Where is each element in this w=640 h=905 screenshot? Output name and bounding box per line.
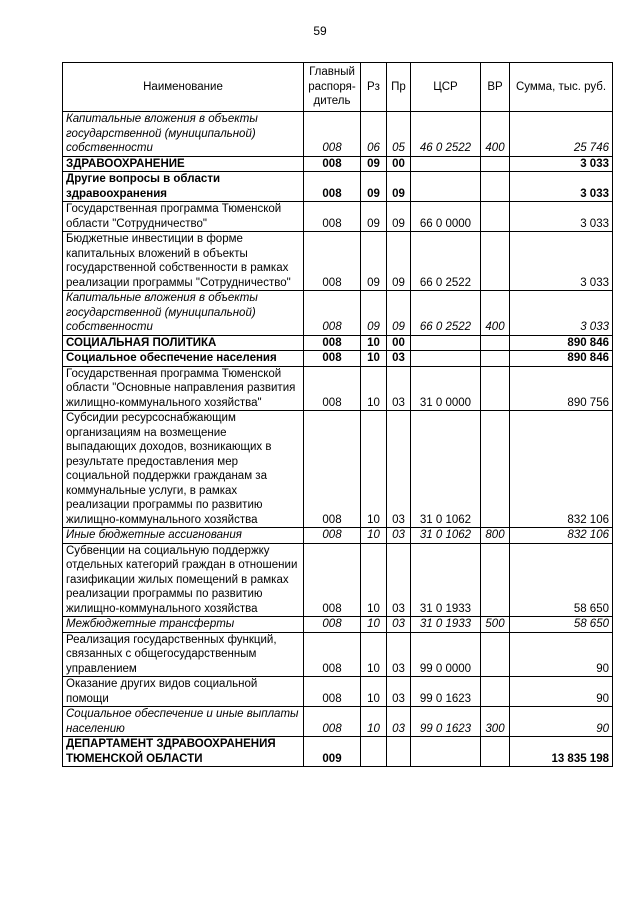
cell-target-article: 66 0 0000 (411, 202, 481, 232)
cell-main-manager: 008 (304, 335, 361, 351)
cell-amount: 90 (510, 632, 613, 677)
cell-amount: 890 846 (510, 335, 613, 351)
budget-table (62, 62, 613, 767)
table-row (63, 291, 613, 336)
header-main-manager: Главный распоря-дитель (304, 63, 361, 112)
cell-name: Межбюджетные трансферты (63, 617, 304, 633)
cell-expense-type: 400 (481, 112, 510, 157)
table-row (63, 411, 613, 528)
cell-section: 09 (361, 232, 387, 291)
cell-subsection: 00 (387, 156, 411, 172)
cell-subsection: 09 (387, 172, 411, 202)
cell-subsection: 03 (387, 707, 411, 737)
cell-name: Социальное обеспечение населения (63, 351, 304, 367)
page-number: 59 (313, 24, 327, 38)
header-name: Наименование (63, 63, 304, 112)
cell-name: Государственная программа Тюменской области "Сотрудничество" (63, 202, 304, 232)
cell-name: Бюджетные инвестиции в форме капитальных вложений в объекты государственной собственности в рамках реализации программы "Сотрудничество" (63, 232, 304, 291)
cell-name: Социальное обеспечение и иные выплаты населению (63, 707, 304, 737)
cell-subsection: 03 (387, 366, 411, 411)
cell-name: Реализация государственных функций, связанных с общегосударственным управлением (63, 632, 304, 677)
cell-subsection: 03 (387, 351, 411, 367)
cell-section: 09 (361, 156, 387, 172)
cell-name: Субвенции на социальную поддержку отдельных категорий граждан в отношении газификации жилых помещений в рамках реализации программы по развитию жилищно-коммунального хозяйства (63, 543, 304, 617)
cell-expense-type (481, 351, 510, 367)
table-row (63, 202, 613, 232)
cell-section: 10 (361, 632, 387, 677)
cell-name: Иные бюджетные ассигнования (63, 528, 304, 544)
cell-section: 10 (361, 411, 387, 528)
cell-main-manager: 008 (304, 617, 361, 633)
cell-target-article: 31 0 1062 (411, 528, 481, 544)
cell-amount: 90 (510, 677, 613, 707)
cell-target-article: 99 0 1623 (411, 707, 481, 737)
cell-target-article: 99 0 1623 (411, 677, 481, 707)
cell-amount: 58 650 (510, 617, 613, 633)
header-amount: Сумма, тыс. руб. (510, 63, 613, 112)
cell-subsection: 03 (387, 632, 411, 677)
cell-amount: 890 756 (510, 366, 613, 411)
cell-name: Капитальные вложения в объекты государственной (муниципальной) собственности (63, 112, 304, 157)
cell-section: 10 (361, 528, 387, 544)
cell-name: ДЕПАРТАМЕНТ ЗДРАВООХРАНЕНИЯ ТЮМЕНСКОЙ ОБЛАСТИ (63, 737, 304, 767)
table-row (63, 172, 613, 202)
cell-expense-type: 800 (481, 528, 510, 544)
cell-target-article: 66 0 2522 (411, 291, 481, 336)
cell-expense-type (481, 335, 510, 351)
cell-section: 10 (361, 543, 387, 617)
cell-target-article: 31 0 1933 (411, 543, 481, 617)
table-row (63, 112, 613, 157)
cell-expense-type (481, 632, 510, 677)
table-row (63, 351, 613, 367)
cell-amount: 25 746 (510, 112, 613, 157)
cell-amount: 3 033 (510, 291, 613, 336)
cell-name: СОЦИАЛЬНАЯ ПОЛИТИКА (63, 335, 304, 351)
cell-expense-type (481, 156, 510, 172)
cell-expense-type (481, 677, 510, 707)
cell-subsection: 09 (387, 202, 411, 232)
cell-main-manager: 008 (304, 232, 361, 291)
cell-section: 10 (361, 366, 387, 411)
cell-target-article: 46 0 2522 (411, 112, 481, 157)
cell-amount: 3 033 (510, 172, 613, 202)
cell-amount: 832 106 (510, 411, 613, 528)
cell-target-article (411, 737, 481, 767)
cell-amount: 3 033 (510, 232, 613, 291)
cell-expense-type: 300 (481, 707, 510, 737)
cell-amount: 3 033 (510, 202, 613, 232)
cell-main-manager: 008 (304, 156, 361, 172)
cell-amount: 832 106 (510, 528, 613, 544)
cell-target-article: 31 0 1933 (411, 617, 481, 633)
cell-subsection: 03 (387, 617, 411, 633)
cell-target-article (411, 335, 481, 351)
cell-main-manager: 008 (304, 351, 361, 367)
cell-main-manager: 008 (304, 543, 361, 617)
cell-expense-type (481, 737, 510, 767)
table-header-row (63, 63, 613, 112)
table-row (63, 737, 613, 767)
cell-main-manager: 008 (304, 172, 361, 202)
cell-section: 10 (361, 677, 387, 707)
cell-section: 10 (361, 351, 387, 367)
cell-target-article (411, 156, 481, 172)
cell-expense-type: 400 (481, 291, 510, 336)
cell-name: Капитальные вложения в объекты государственной (муниципальной) собственности (63, 291, 304, 336)
cell-expense-type (481, 202, 510, 232)
cell-target-article: 66 0 2522 (411, 232, 481, 291)
cell-target-article: 31 0 1062 (411, 411, 481, 528)
cell-subsection: 00 (387, 335, 411, 351)
cell-amount: 13 835 198 (510, 737, 613, 767)
header-section: Рз (361, 63, 387, 112)
table-row (63, 617, 613, 633)
table-row (63, 366, 613, 411)
cell-main-manager: 008 (304, 291, 361, 336)
cell-main-manager: 008 (304, 366, 361, 411)
cell-main-manager: 008 (304, 632, 361, 677)
cell-target-article (411, 351, 481, 367)
cell-target-article: 31 0 0000 (411, 366, 481, 411)
table-row (63, 528, 613, 544)
cell-name: ЗДРАВООХРАНЕНИЕ (63, 156, 304, 172)
cell-section: 10 (361, 335, 387, 351)
table-row (63, 232, 613, 291)
cell-expense-type (481, 232, 510, 291)
cell-amount: 58 650 (510, 543, 613, 617)
cell-subsection: 09 (387, 291, 411, 336)
table-row (63, 707, 613, 737)
cell-expense-type: 500 (481, 617, 510, 633)
cell-expense-type (481, 543, 510, 617)
cell-expense-type (481, 172, 510, 202)
cell-section: 09 (361, 172, 387, 202)
cell-main-manager: 008 (304, 528, 361, 544)
table-row (63, 156, 613, 172)
cell-target-article: 99 0 0000 (411, 632, 481, 677)
cell-subsection: 09 (387, 232, 411, 291)
cell-main-manager: 009 (304, 737, 361, 767)
cell-main-manager: 008 (304, 707, 361, 737)
cell-section: 06 (361, 112, 387, 157)
cell-subsection: 03 (387, 677, 411, 707)
cell-section: 09 (361, 291, 387, 336)
cell-subsection: 05 (387, 112, 411, 157)
cell-main-manager: 008 (304, 677, 361, 707)
cell-amount: 90 (510, 707, 613, 737)
table-body (63, 112, 613, 767)
header-expense-type: ВР (481, 63, 510, 112)
header-target-article: ЦСР (411, 63, 481, 112)
cell-main-manager: 008 (304, 202, 361, 232)
cell-subsection: 03 (387, 543, 411, 617)
cell-target-article (411, 172, 481, 202)
cell-section: 10 (361, 617, 387, 633)
header-subsection: Пр (387, 63, 411, 112)
cell-name: Субсидии ресурсоснабжающим организациям на возмещение выпадающих доходов, возникающих в результате предоставления мер социальной поддержки гражданам за коммунальные услуги, в рамках реализации программы по развитию жилищно-коммунального хозяйства (63, 411, 304, 528)
cell-section: 09 (361, 202, 387, 232)
cell-subsection: 03 (387, 528, 411, 544)
cell-amount: 3 033 (510, 156, 613, 172)
cell-name: Оказание других видов социальной помощи (63, 677, 304, 707)
cell-expense-type (481, 411, 510, 528)
table-row (63, 677, 613, 707)
cell-section (361, 737, 387, 767)
table-row (63, 632, 613, 677)
cell-amount: 890 846 (510, 351, 613, 367)
cell-subsection: 03 (387, 411, 411, 528)
cell-subsection (387, 737, 411, 767)
cell-name: Другие вопросы в области здравоохранения (63, 172, 304, 202)
cell-main-manager: 008 (304, 411, 361, 528)
table-row (63, 543, 613, 617)
cell-expense-type (481, 366, 510, 411)
cell-section: 10 (361, 707, 387, 737)
table-row (63, 335, 613, 351)
cell-name: Государственная программа Тюменской области "Основные направления развития жилищно-коммунального хозяйства" (63, 366, 304, 411)
cell-main-manager: 008 (304, 112, 361, 157)
